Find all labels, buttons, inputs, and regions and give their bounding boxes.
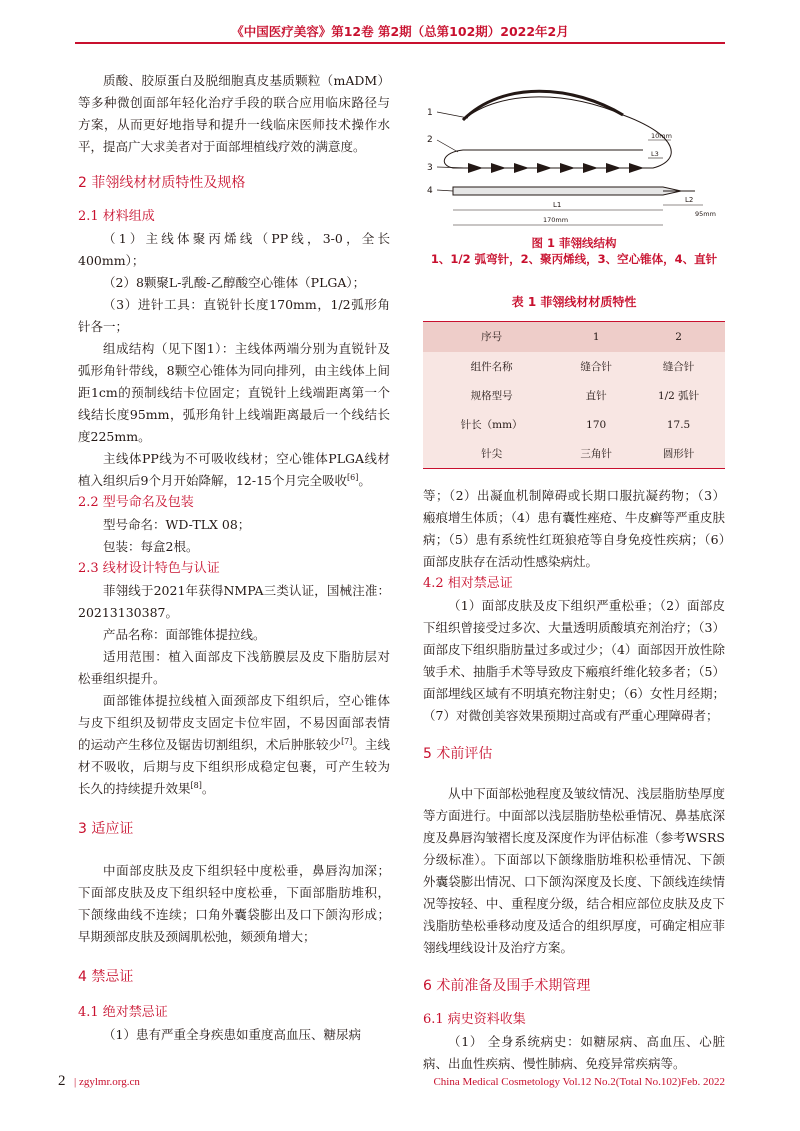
- section-6-heading: 6 术前准备及围手术期管理: [423, 978, 591, 994]
- table-cell: 圆形针: [632, 439, 725, 469]
- model-name: 型号命名：WD-TLX 08；: [103, 517, 251, 532]
- table-header-cell: 2: [632, 322, 725, 353]
- absorption-end: 。: [358, 473, 371, 488]
- packaging: 包装：每盒2根。: [103, 539, 199, 554]
- product-name: 产品名称：面部锥体提拉线。: [103, 627, 266, 642]
- table-cell: 17.5: [632, 410, 725, 439]
- site-link[interactable]: | zgylmr.org.cn: [74, 1076, 140, 1088]
- cone-2: [491, 163, 506, 173]
- table-row: [423, 439, 725, 469]
- section-2-3-heading: 2.3 线材设计特色与认证: [78, 561, 220, 576]
- dim-l3: L3: [651, 150, 659, 158]
- dim-10mm: 10mm: [651, 132, 672, 140]
- leader-1: [437, 112, 468, 118]
- straight-needle-shape: [453, 187, 681, 195]
- material-item-3: （3）进针工具：直锐针长度170mm，1/2弧形角针各一；: [78, 297, 390, 334]
- section-4-2-heading: 4.2 相对禁忌证: [423, 576, 513, 591]
- history-paragraph: （1） 全身系统病史：如糖尿病、高血压、心脏病、出血性疾病、慢性肺病、免疫异常疾病等。: [423, 1034, 725, 1071]
- cone-6: [583, 163, 598, 173]
- table-cell: 组件名称: [423, 352, 560, 381]
- page-footer: [58, 1073, 725, 1092]
- table-row: [423, 410, 725, 439]
- application-scope: 适用范围：植入面部皮下浅筋膜层及皮下脂肪层对松垂组织提升。: [78, 649, 390, 686]
- certification: 菲翎线于2021年获得NMPA三类认证，国械注准：20213130387。: [78, 583, 390, 620]
- mechanism-end: 。: [201, 781, 215, 796]
- table-header-cell: 1: [560, 322, 632, 353]
- table-header-row: [423, 322, 725, 353]
- cone-4: [537, 163, 552, 173]
- absolute-contraindication-1: （1）患有严重全身疾患如重度高血压、糖尿病: [103, 1027, 361, 1042]
- table-header-cell: 序号: [423, 322, 560, 353]
- structure-paragraph: 组成结构（见下图1）：主线体两端分别为直锐针及弧形角针带线，8颗空心锥体为同向排列，由主线体上间距1cm的预制线结卡位固定；直锐针上线端距离第一个线结长度95mm，弧形角针上线端距离最后一个线结长度225mm。: [78, 341, 390, 444]
- figure-1: [423, 70, 725, 235]
- table-1-title: 表 1 菲翎线材材质特性: [511, 295, 637, 309]
- absolute-contraindications-continued: 等；（2）出凝血机制障碍或长期口服抗凝药物；（3）瘢痕增生体质；（4）患有囊性痤疮、牛皮癣等严重皮肤病；（5）患有系统性红斑狼疮等自身免疫性疾病；（6）面部皮肤存在活动性感染病灶。: [423, 488, 725, 569]
- section-4-heading: 4 禁忌证: [78, 969, 134, 985]
- section-2-2-heading: 2.2 型号命名及包装: [78, 495, 194, 510]
- mechanism-text-2: 。主线材不吸收，后期与皮下组织形成稳定包裹，可产生较为长久的持续提升效果: [78, 737, 390, 796]
- section-3-heading: 3 适应证: [78, 821, 134, 837]
- intro-paragraph: 质酸、胶原蛋白及脱细胞真皮基质颗粒（mADM）等多种微创面部年轻化治疗手段的联合应用临床路径与方案，从而更好地指导和提升一线临床医师技术操作水平，提高广大求美者对于面部埋植线疗效的满意度。: [78, 73, 390, 154]
- material-item-2: （2）8颗聚L-乳酸-乙醇酸空心锥体（PLGA）；: [103, 275, 366, 290]
- left-column: [78, 70, 390, 1046]
- table-row: [423, 352, 725, 381]
- section-2-1-heading: 2.1 材料组成: [78, 209, 155, 224]
- dim-l1: L1: [553, 201, 562, 209]
- citation-8: [8]: [190, 780, 202, 790]
- cone-8: [629, 163, 644, 173]
- indications-paragraph: 中面部皮肤及皮下组织轻中度松垂，鼻唇沟加深；下面部皮肤及皮下组织轻中度松垂，下面部脂肪堆积，下颌缘曲线不连续；口角外囊袋膨出及口下颌沟形成；早期颈部皮肤及颈阔肌松弛，颏颈角增大；: [78, 863, 390, 944]
- figure-1-legend: 1、1/2 弧弯针，2、聚丙烯线，3、空心锥体，4、直针: [430, 252, 718, 266]
- table-cell: 缝合针: [560, 352, 632, 381]
- mechanism-text: 面部锥体提拉线植入面颈部皮下组织后，空心锥体与皮下组织及韧带皮支固定卡位牢固，不易因面部表情的运动产生移位及锯齿切割组织，术后肿胀较少: [78, 693, 390, 752]
- mechanism-paragraph: [78, 690, 390, 800]
- leader-3: [437, 167, 468, 168]
- table-cell: 直针: [560, 381, 632, 410]
- label-4: 4: [427, 186, 433, 196]
- leader-2: [437, 140, 458, 152]
- citation-6: [6]: [347, 472, 359, 482]
- table-cell: 缝合针: [632, 352, 725, 381]
- evaluation-paragraph: 从中下面部松弛程度及皱纹情况、浅层脂肪垫厚度等方面进行。中面部以浅层脂肪垫松垂情况、鼻基底深度及鼻唇沟皱褶长度及深度作为评估标准（参考WSRS分级标准）。下面部以下颌缘脂肪堆积松垂情况、下颌外囊袋膨出情况、口下颌沟深度及长度、下颌线连续情况等按轻、中、重程度分级，结合相应部位皮肤及皮下浅脂肪垫松垂移动度及适合的组织厚度，可确定相应菲翎线埋线设计及治疗方案。: [423, 786, 725, 955]
- cone-5: [560, 163, 575, 173]
- cone-1: [468, 163, 483, 173]
- section-6-1-heading: 6.1 病史资料收集: [423, 1012, 526, 1027]
- running-header: 《中国医疗美容》第12卷 第2期（总第102期）2022年2月: [231, 24, 569, 39]
- header-rule: [75, 42, 725, 44]
- table-cell: 规格型号: [423, 381, 560, 410]
- table-cell: 三角针: [560, 439, 632, 469]
- table-cell: 针长（mm）: [423, 410, 560, 439]
- relative-contraindications: （1）面部皮肤及皮下组织严重松垂；（2）面部皮下组织曾接受过多次、大量透明质酸填充剂治疗；（3）面部皮下组织脂肪量过多或过少；（4）面部因开放性除皱手术、抽脂手术等导致皮下瘢痕纤维化较多者；（5）面部埋线区域有不明填充物注射史；（6）女性月经期；（7）对微创美容效果预期过高或有严重心理障碍者；: [423, 598, 725, 723]
- curved-needle-edge: [463, 97, 623, 120]
- figure-1-title: 图 1 菲翎线结构: [531, 236, 617, 250]
- section-2-heading: 2 菲翎线材材质特性及规格: [78, 175, 246, 191]
- dim-170mm: 170mm: [543, 216, 569, 224]
- label-1: 1: [427, 108, 433, 118]
- cone-3: [514, 163, 529, 173]
- right-column: [423, 70, 725, 1075]
- journal-citation: China Medical Cosmetology Vol.12 No.2(Total No.102)Feb. 2022: [433, 1076, 725, 1088]
- thread-structure-diagram: [423, 70, 725, 235]
- cone-7: [606, 163, 621, 173]
- leader-4: [437, 190, 453, 191]
- section-5-heading: 5 术前评估: [423, 746, 493, 762]
- table-row: [423, 381, 725, 410]
- polypropylene-thread: [444, 115, 671, 168]
- material-item-1: （1）主线体聚丙烯线（PP线，3-0，全长400mm）；: [78, 231, 390, 268]
- dim-l2: L2: [685, 196, 694, 204]
- absorption-text: 主线体PP线为不可吸收线材；空心锥体PLGA线材植入组织后9个月开始降解，12-15个月完全吸收: [78, 451, 390, 488]
- material-properties-table: [423, 321, 725, 469]
- label-3: 3: [427, 163, 433, 173]
- citation-7: [7]: [341, 736, 353, 746]
- page-number: 2: [58, 1073, 66, 1089]
- absorption-paragraph: [78, 448, 390, 492]
- section-4-1-heading: 4.1 绝对禁忌证: [78, 1005, 168, 1020]
- label-2: 2: [427, 135, 433, 145]
- table-cell: 针尖: [423, 439, 560, 469]
- table-cell: 170: [560, 410, 632, 439]
- dim-95mm: 95mm: [695, 210, 716, 218]
- table-cell: 1/2 弧针: [632, 381, 725, 410]
